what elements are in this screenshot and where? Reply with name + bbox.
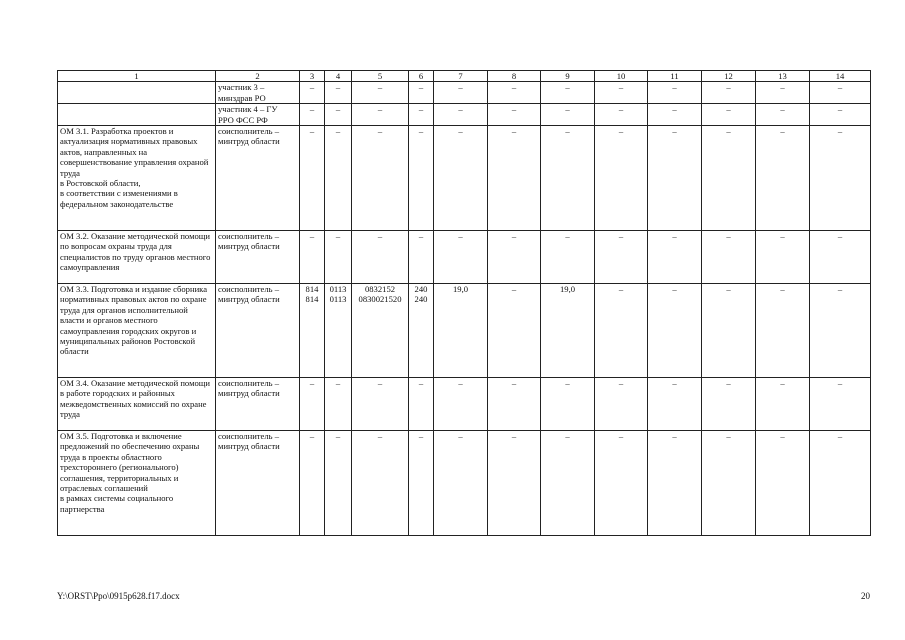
header-cell: 8: [488, 71, 541, 82]
value-cell: 814 814: [300, 284, 325, 378]
value-cell: –: [352, 231, 409, 284]
header-cell: 7: [434, 71, 488, 82]
measure-name-cell: [58, 82, 216, 104]
table-row: [58, 231, 871, 284]
value-cell: –: [702, 431, 756, 536]
actor-cell: участник 4 – ГУ РРО ФСС РФ: [216, 104, 300, 126]
actor-cell: соисполнитель – минтруд области: [216, 284, 300, 378]
value-cell: –: [300, 126, 325, 231]
value-cell: –: [300, 431, 325, 536]
value-cell: –: [409, 378, 434, 431]
value-cell: –: [300, 378, 325, 431]
measure-name-cell: ОМ 3.5. Подготовка и включение предложений по обеспечению охраны труда в проекты областного трехстороннего (регионального) соглашения, территориальных и отраслевых соглашений в рамках системы социального партнерства: [58, 431, 216, 536]
value-cell: –: [488, 126, 541, 231]
value-cell: –: [409, 231, 434, 284]
value-cell: –: [756, 378, 810, 431]
value-cell: –: [325, 231, 352, 284]
table-row: [58, 104, 871, 126]
value-cell: –: [488, 431, 541, 536]
value-cell: –: [434, 431, 488, 536]
value-cell: –: [648, 231, 702, 284]
value-cell: –: [488, 82, 541, 104]
value-cell: –: [702, 378, 756, 431]
value-cell: –: [352, 378, 409, 431]
footer-page-number: 20: [861, 591, 870, 601]
value-cell: –: [648, 284, 702, 378]
header-cell: 6: [409, 71, 434, 82]
value-cell: –: [595, 82, 648, 104]
value-cell: –: [541, 82, 595, 104]
value-cell: –: [810, 284, 871, 378]
value-cell: –: [595, 126, 648, 231]
header-cell: 10: [595, 71, 648, 82]
value-cell: –: [352, 126, 409, 231]
value-cell: –: [488, 231, 541, 284]
value-cell: –: [702, 126, 756, 231]
value-cell: –: [702, 82, 756, 104]
value-cell: –: [488, 378, 541, 431]
value-cell: –: [702, 104, 756, 126]
program-table: [57, 70, 871, 536]
value-cell: –: [810, 431, 871, 536]
value-cell: –: [488, 284, 541, 378]
measure-name-cell: ОМ 3.4. Оказание методической помощи в работе городских и районных межведомственных комиссий по охране труда: [58, 378, 216, 431]
table-row: [58, 126, 871, 231]
value-cell: –: [595, 104, 648, 126]
value-cell: –: [352, 431, 409, 536]
value-cell: –: [541, 126, 595, 231]
value-cell: –: [325, 126, 352, 231]
actor-cell: соисполнитель – минтруд области: [216, 231, 300, 284]
value-cell: 0113 0113: [325, 284, 352, 378]
table-row: [58, 82, 871, 104]
value-cell: –: [810, 231, 871, 284]
value-cell: 240 240: [409, 284, 434, 378]
header-cell: 5: [352, 71, 409, 82]
value-cell: –: [756, 126, 810, 231]
value-cell: –: [300, 104, 325, 126]
actor-cell: соисполнитель – минтруд области: [216, 378, 300, 431]
value-cell: –: [648, 431, 702, 536]
value-cell: –: [409, 104, 434, 126]
value-cell: –: [434, 231, 488, 284]
value-cell: 0832152 0830021520: [352, 284, 409, 378]
table-row: [58, 284, 871, 378]
value-cell: –: [325, 378, 352, 431]
value-cell: –: [541, 431, 595, 536]
value-cell: –: [756, 82, 810, 104]
value-cell: –: [434, 126, 488, 231]
header-cell: 13: [756, 71, 810, 82]
value-cell: –: [702, 231, 756, 284]
table-row: [58, 378, 871, 431]
value-cell: –: [810, 104, 871, 126]
value-cell: –: [595, 231, 648, 284]
actor-cell: участник 3 – минздрав РО: [216, 82, 300, 104]
value-cell: 19,0: [541, 284, 595, 378]
measure-name-cell: ОМ 3.2. Оказание методической помощи по вопросам охраны труда для специалистов по труду органов местного самоуправления: [58, 231, 216, 284]
header-cell: 11: [648, 71, 702, 82]
value-cell: –: [756, 431, 810, 536]
header-cell: 9: [541, 71, 595, 82]
value-cell: –: [325, 431, 352, 536]
value-cell: –: [810, 378, 871, 431]
value-cell: –: [434, 82, 488, 104]
header-cell: 1: [58, 71, 216, 82]
value-cell: –: [541, 104, 595, 126]
value-cell: –: [648, 82, 702, 104]
value-cell: –: [434, 104, 488, 126]
value-cell: –: [409, 126, 434, 231]
value-cell: 19,0: [434, 284, 488, 378]
value-cell: –: [595, 431, 648, 536]
value-cell: –: [810, 126, 871, 231]
value-cell: –: [756, 104, 810, 126]
value-cell: –: [325, 82, 352, 104]
value-cell: –: [300, 82, 325, 104]
value-cell: –: [648, 378, 702, 431]
value-cell: –: [648, 126, 702, 231]
measure-name-cell: ОМ 3.1. Разработка проектов и актуализация нормативных правовых актов, направленных на совершенствование управления охраной труда в Ростовской области, в соответствии с изменениями в федеральном законодательстве: [58, 126, 216, 231]
value-cell: –: [488, 104, 541, 126]
footer-file-path: Y:\ORST\Ppo\0915p628.f17.docx: [57, 591, 180, 601]
value-cell: –: [702, 284, 756, 378]
value-cell: –: [300, 231, 325, 284]
header-cell: 4: [325, 71, 352, 82]
header-cell: 12: [702, 71, 756, 82]
value-cell: –: [648, 104, 702, 126]
value-cell: –: [325, 104, 352, 126]
actor-cell: соисполнитель – минтруд области: [216, 431, 300, 536]
table-row: [58, 431, 871, 536]
measure-name-cell: ОМ 3.3. Подготовка и издание сборника нормативных правовых актов по охране труда для органов исполнительной власти и органов местного самоуправления городских округов и муниципальных районов Ростовской области: [58, 284, 216, 378]
value-cell: –: [352, 82, 409, 104]
actor-cell: соисполнитель – минтруд области: [216, 126, 300, 231]
value-cell: –: [595, 284, 648, 378]
value-cell: –: [810, 82, 871, 104]
value-cell: –: [595, 378, 648, 431]
value-cell: –: [756, 231, 810, 284]
value-cell: –: [756, 284, 810, 378]
header-cell: 3: [300, 71, 325, 82]
value-cell: –: [409, 431, 434, 536]
value-cell: –: [409, 82, 434, 104]
header-cell: 14: [810, 71, 871, 82]
table-header-row: [58, 71, 871, 82]
measure-name-cell: [58, 104, 216, 126]
value-cell: –: [541, 378, 595, 431]
value-cell: –: [434, 378, 488, 431]
value-cell: –: [541, 231, 595, 284]
value-cell: –: [352, 104, 409, 126]
header-cell: 2: [216, 71, 300, 82]
